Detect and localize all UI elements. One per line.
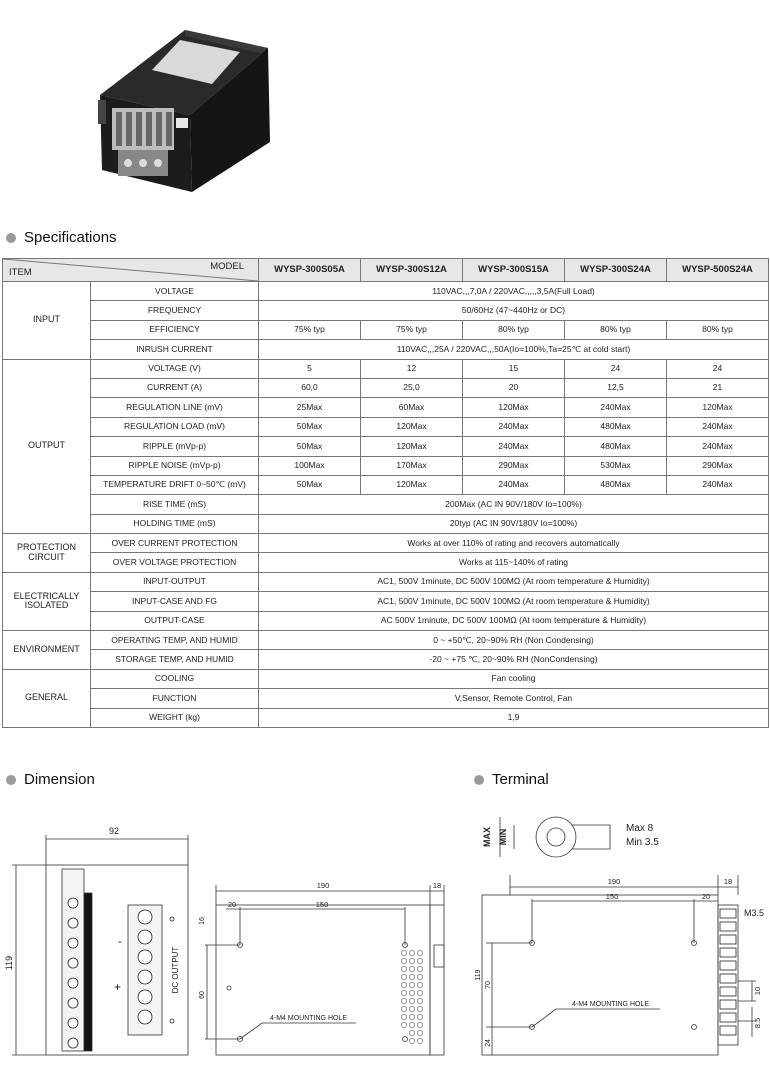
row-value: 20typ (AC IN 90V/180V Io=100%)	[259, 514, 769, 533]
cell: 530Max	[565, 456, 667, 475]
cell: 50Max	[259, 437, 361, 456]
row-label: REGULATION LOAD (mV)	[91, 417, 259, 436]
cell: 24	[565, 359, 667, 378]
cell: 60Max	[361, 398, 463, 417]
cell: 120Max	[361, 417, 463, 436]
terminal-min-label: MIN	[498, 828, 508, 846]
dimension-heading	[6, 771, 95, 788]
dimension-title: Dimension	[24, 771, 95, 788]
group-input: INPUT	[3, 282, 91, 360]
cell: 60,0	[259, 378, 361, 397]
dim-side-20: 20	[227, 900, 237, 909]
cell: 21	[667, 378, 769, 397]
table-corner-header	[3, 259, 259, 282]
terminal-min-note: Min 3.5	[626, 837, 659, 848]
row-label: RIPPLE (mVp-p)	[91, 437, 259, 456]
table-row	[3, 631, 769, 650]
group-isolated: ELECTRICALLY ISOLATED	[3, 572, 91, 630]
table-row	[3, 553, 769, 572]
row-label: OVER CURRENT PROTECTION	[91, 534, 259, 553]
row-value: Fan cooling	[259, 669, 769, 688]
cell: 50Max	[259, 417, 361, 436]
row-label: CURRENT (A)	[91, 378, 259, 397]
cell: 240Max	[667, 437, 769, 456]
row-label: COOLING	[91, 669, 259, 688]
model-header: WYSP-300S24A	[565, 259, 667, 282]
row-label: OPERATING TEMP, AND HUMID	[91, 631, 259, 650]
row-label: OUTPUT-CASE	[91, 611, 259, 630]
mounting-hole-label: 4-M4 MOUNTING HOLE	[270, 1015, 348, 1022]
row-value: 200Max (AC IN 90V/180V Io=100%)	[259, 495, 769, 514]
row-value: -20 ~ +75 ℃, 20~90% RH (NonCondensing)	[259, 650, 769, 669]
table-row	[3, 708, 769, 727]
terminal-max-note: Max 8	[626, 823, 654, 834]
terminal-m35-label: M3.5	[744, 908, 765, 918]
cell: 290Max	[667, 456, 769, 475]
model-label: MODEL	[210, 261, 244, 272]
cell: 80% typ	[565, 320, 667, 339]
row-value: 110VAC,,,7,0A / 220VAC,,,,,3,5A(Full Load)	[259, 282, 769, 301]
row-label: WEIGHT (kg)	[91, 708, 259, 727]
group-output: OUTPUT	[3, 359, 91, 534]
specifications-title: Specifications	[24, 229, 117, 246]
cell: 75% typ	[259, 320, 361, 339]
table-row	[3, 669, 769, 688]
row-label: VOLTAGE (V)	[91, 359, 259, 378]
row-label: REGULATION LINE (mV)	[91, 398, 259, 417]
row-label: VOLTAGE	[91, 282, 259, 301]
minus-sign: -	[118, 934, 122, 948]
row-label: INPUT-OUTPUT	[91, 572, 259, 591]
product-photo	[0, 0, 322, 218]
row-value: V,Sensor, Remote Control, Fan	[259, 689, 769, 708]
dim-term-10: 10	[753, 986, 762, 996]
row-value: AC1, 500V 1minute, DC 500V 100MΩ (At room temperature & Humidity)	[259, 572, 769, 591]
bullet-icon	[6, 233, 16, 243]
cell: 120Max	[361, 437, 463, 456]
cell: 15	[463, 359, 565, 378]
dim-side-16: 16	[199, 917, 206, 925]
dim-side-18: 18	[432, 881, 442, 890]
cell: 480Max	[565, 475, 667, 494]
cell: 75% typ	[361, 320, 463, 339]
dim-term-24: 24	[485, 1039, 492, 1047]
table-row	[3, 359, 769, 378]
table-row	[3, 282, 769, 301]
row-label: OVER VOLTAGE PROTECTION	[91, 553, 259, 572]
dim-side-150: 150	[315, 900, 329, 909]
terminal-max-label: MAX	[482, 827, 492, 847]
row-value: 50/60Hz (47~440Hz or DC)	[259, 301, 769, 320]
table-row	[3, 398, 769, 417]
row-value: Works at 115~140% of rating	[259, 553, 769, 572]
table-row	[3, 572, 769, 591]
row-value: 110VAC,,,25A / 220VAC,,,50A(Io=100%,Ta=25℃ at cold start)	[259, 340, 769, 359]
group-environment: ENVIRONMENT	[3, 631, 91, 670]
dim-term-150: 150	[605, 892, 619, 901]
dim-term-119: 119	[475, 969, 482, 981]
model-header: WYSP-300S05A	[259, 259, 361, 282]
bullet-icon	[6, 775, 16, 785]
terminal-title: Terminal	[492, 771, 549, 788]
dim-term-20: 20	[701, 892, 711, 901]
row-label: INPUT-CASE AND FG	[91, 592, 259, 611]
cell: 120Max	[463, 398, 565, 417]
dim-side-190: 190	[316, 881, 330, 890]
model-header: WYSP-300S12A	[361, 259, 463, 282]
cell: 5	[259, 359, 361, 378]
cell: 480Max	[565, 417, 667, 436]
table-row	[3, 650, 769, 669]
table-row	[3, 592, 769, 611]
group-protection: PROTECTION CIRCUIT	[3, 534, 91, 573]
cell: 240Max	[463, 475, 565, 494]
table-row	[3, 611, 769, 630]
table-row	[3, 456, 769, 475]
cell: 25,0	[361, 378, 463, 397]
cell: 24	[667, 359, 769, 378]
dimension-drawings	[0, 795, 770, 1065]
cell: 80% typ	[463, 320, 565, 339]
table-row	[3, 378, 769, 397]
table-row	[3, 689, 769, 708]
specifications-heading	[6, 229, 117, 246]
cell: 20	[463, 378, 565, 397]
model-header: WYSP-300S15A	[463, 259, 565, 282]
row-label: RIPPLE NOISE (mVp-p)	[91, 456, 259, 475]
cell: 240Max	[463, 417, 565, 436]
terminal-mounting-hole-label: 4-M4 MOUNTING HOLE	[572, 1001, 650, 1008]
table-row	[3, 320, 769, 339]
row-label: TEMPERATURE DRIFT 0~50℃ (mV)	[91, 475, 259, 494]
cell: 240Max	[667, 475, 769, 494]
cell: 240Max	[565, 398, 667, 417]
table-row	[3, 495, 769, 514]
row-label: STORAGE TEMP, AND HUMID	[91, 650, 259, 669]
model-header: WYSP-500S24A	[667, 259, 769, 282]
cell: 240Max	[667, 417, 769, 436]
row-value: AC 500V 1minute, DC 500V 100MΩ (At room temperature & Humidity)	[259, 611, 769, 630]
terminal-heading	[474, 771, 549, 788]
row-label: EFFICIENCY	[91, 320, 259, 339]
cell: 120Max	[667, 398, 769, 417]
cell: 50Max	[259, 475, 361, 494]
row-label: INRUSH CURRENT	[91, 340, 259, 359]
cell: 240Max	[463, 437, 565, 456]
row-label: FREQUENCY	[91, 301, 259, 320]
dim-width: 92	[108, 826, 120, 836]
group-general: GENERAL	[3, 669, 91, 727]
cell: 290Max	[463, 456, 565, 475]
dim-term-18: 18	[723, 877, 733, 886]
row-value: Works at over 110% of rating and recovers automatically	[259, 534, 769, 553]
dim-side-60: 60	[199, 991, 206, 999]
cell: 480Max	[565, 437, 667, 456]
item-label: ITEM	[9, 266, 32, 278]
cell: 25Max	[259, 398, 361, 417]
dim-height: 119	[4, 955, 14, 971]
side-view-outline	[216, 905, 430, 1055]
row-value: 0 ~ +50℃, 20~90% RH (Non Condensing)	[259, 631, 769, 650]
plus-sign: +	[114, 980, 122, 994]
table-row	[3, 301, 769, 320]
cell: 80% typ	[667, 320, 769, 339]
bullet-icon	[474, 775, 484, 785]
table-row	[3, 340, 769, 359]
cell: 12,5	[565, 378, 667, 397]
table-row	[3, 534, 769, 553]
dim-term-85: 8.5	[753, 1017, 762, 1029]
row-value: 1,9	[259, 708, 769, 727]
dc-output-label: DC OUTPUT	[171, 946, 180, 994]
row-label: FUNCTION	[91, 689, 259, 708]
row-value: AC1, 500V 1minute, DC 500V 100MΩ (At room temperature & Humidity)	[259, 592, 769, 611]
row-label: HOLDING TIME (mS)	[91, 514, 259, 533]
table-row	[3, 475, 769, 494]
cell: 170Max	[361, 456, 463, 475]
dim-term-70: 70	[485, 981, 492, 989]
table-row	[3, 514, 769, 533]
specifications-table	[2, 258, 769, 728]
dim-term-190: 190	[607, 877, 621, 886]
table-row	[3, 417, 769, 436]
row-label: RISE TIME (mS)	[91, 495, 259, 514]
table-row	[3, 437, 769, 456]
cell: 120Max	[361, 475, 463, 494]
cell: 12	[361, 359, 463, 378]
cell: 100Max	[259, 456, 361, 475]
